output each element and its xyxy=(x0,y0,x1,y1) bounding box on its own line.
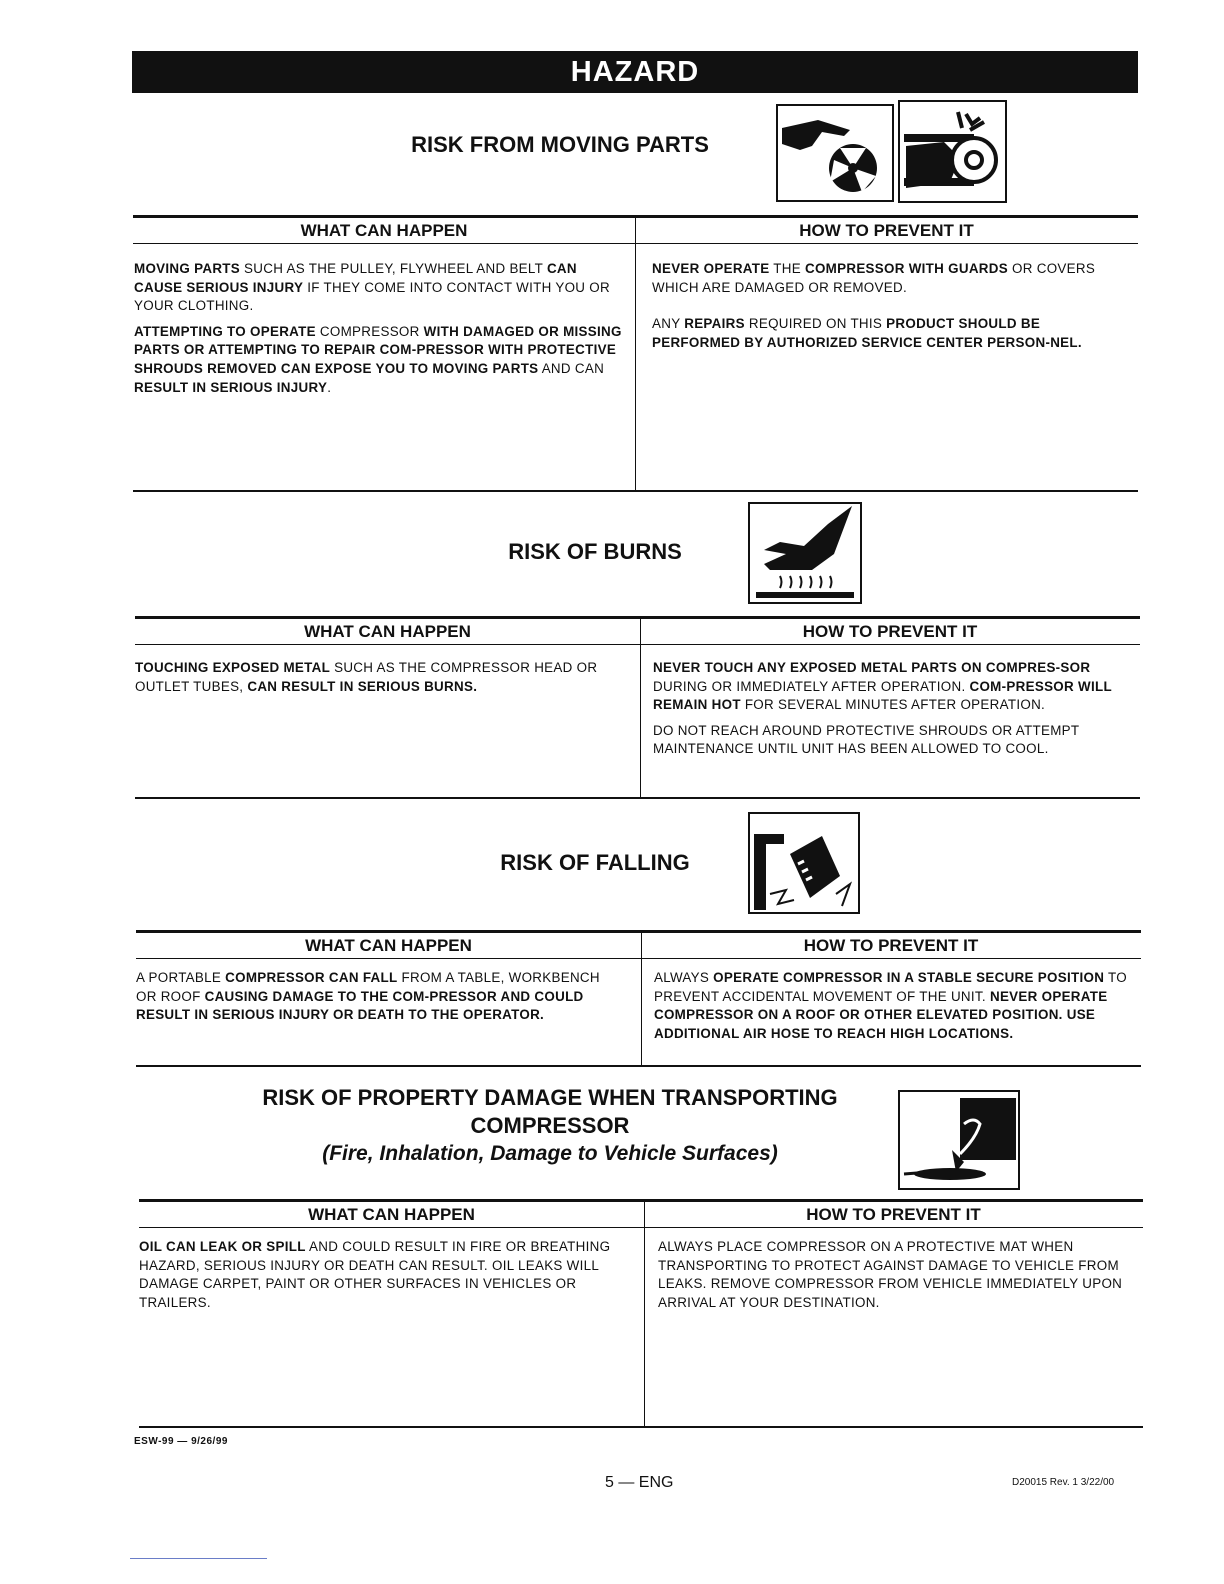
bold-text-run: COM-PRESSOR WILL REMAIN HOT xyxy=(653,678,1112,713)
risk-table-falling xyxy=(136,930,1141,1067)
hand-fan-icon xyxy=(776,104,894,202)
page-number: 5 — ENG xyxy=(605,1474,674,1491)
section-title-falling: RISK OF FALLING xyxy=(500,850,690,875)
text-run: OR COVERS WHICH ARE DAMAGED OR REMOVED. xyxy=(652,261,1096,295)
bold-text-run: REPAIRS xyxy=(684,316,745,332)
what-can-happen-header: WHAT CAN HAPPEN xyxy=(133,218,635,244)
text-run: COMPRESSOR xyxy=(315,323,424,339)
bold-text-run: NEVER TOUCH ANY EXPOSED METAL PARTS ON COMPRES-SOR xyxy=(653,660,1091,675)
risk-table-property-damage xyxy=(139,1199,1143,1428)
paragraph xyxy=(139,1238,619,1312)
text-run: A PORTABLE xyxy=(136,970,226,985)
paragraph xyxy=(135,659,625,696)
text-run: SUCH AS THE COMPRESSOR HEAD OR OUTLET TUBES, xyxy=(135,660,598,694)
text-run: FROM A TABLE, WORKBENCH OR ROOF xyxy=(136,970,600,1004)
what-can-happen-text xyxy=(135,659,625,703)
oil-spill-icon xyxy=(898,1090,1020,1190)
text-run: IF THEY COME INTO CONTACT WITH YOU OR YOUR CLOTHING. xyxy=(134,279,610,314)
bold-text-run: MOVING PARTS xyxy=(134,261,241,276)
section-subtitle: (Fire, Inhalation, Damage to Vehicle Surfaces) xyxy=(322,1142,778,1165)
text-run: DURING OR IMMEDIATELY AFTER OPERATION. xyxy=(653,678,970,694)
paragraph xyxy=(653,722,1139,759)
bold-text-run: CAN RESULT IN SERIOUS BURNS. xyxy=(247,678,478,694)
bold-text-run: TOUCHING EXPOSED METAL xyxy=(135,660,331,675)
bold-text-run: COMPRESSOR WITH GUARDS xyxy=(804,261,1008,276)
text-run: AND CAN xyxy=(538,360,605,376)
text-run: ALWAYS xyxy=(654,970,714,985)
section-title-moving-parts: RISK FROM MOVING PARTS xyxy=(411,132,709,157)
text-run: . xyxy=(327,379,332,395)
falling-compressor-icon xyxy=(748,812,860,914)
text-run: THE xyxy=(769,261,805,276)
risk-table-moving-parts xyxy=(133,215,1138,492)
text-run: FOR SEVERAL MINUTES AFTER OPERATION. xyxy=(740,697,1046,713)
how-to-prevent-text xyxy=(653,659,1139,766)
what-can-happen-text xyxy=(139,1238,619,1319)
hot-surface-hand-icon xyxy=(748,502,862,604)
text-run: REQUIRED ON THIS xyxy=(744,316,887,332)
paragraph xyxy=(134,260,624,316)
text-run: AND COULD RESULT IN FIRE OR BREATHING HAZARD, SERIOUS INJURY OR DEATH CAN RESULT. OIL LEAKS WILL DAMAGE CARPET, PAINT OR OTHER SURFACES IN VEHICLES OR TRAILERS. xyxy=(139,1239,611,1310)
section-title-property-damage: RISK OF PROPERTY DAMAGE WHEN TRANSPORTING COMPRESSOR (Fire, Inhalation, Damage to Vehicle Surfaces) xyxy=(220,1084,880,1168)
bold-text-run: ATTEMPTING TO OPERATE xyxy=(134,323,316,339)
document-code: ESW-99 — 9/26/99 xyxy=(134,1436,228,1447)
how-to-prevent-header: HOW TO PREVENT IT xyxy=(641,933,1141,959)
section-title-burns: RISK OF BURNS xyxy=(508,539,682,564)
bold-text-run: CAN CAUSE SERIOUS INJURY xyxy=(134,261,577,295)
bold-text-run: CAUSING DAMAGE TO THE COM-PRESSOR AND COULD RESULT IN SERIOUS INJURY OR DEATH TO THE OPERATOR. xyxy=(136,988,584,1023)
paragraph xyxy=(136,969,616,1025)
bold-text-run: WITH DAMAGED OR MISSING PARTS OR ATTEMPTING TO REPAIR COM-PRESSOR WITH PROTECTIVE SHROUDS REMOVED CAN EXPOSE YOU TO MOVING PARTS xyxy=(134,323,622,376)
how-to-prevent-text xyxy=(652,260,1132,359)
hazard-banner: HAZARD xyxy=(132,51,1138,93)
link-underline xyxy=(130,1558,267,1559)
risk-table-burns xyxy=(135,616,1140,799)
text-run: TO PREVENT ACCIDENTAL MOVEMENT OF THE UNIT. xyxy=(654,970,1127,1004)
bold-text-run: RESULT IN SERIOUS INJURY xyxy=(134,379,328,395)
text-run: SUCH AS THE PULLEY, FLYWHEEL AND BELT xyxy=(240,261,547,276)
bold-text-run: COMPRESSOR CAN FALL xyxy=(225,970,398,985)
text-run: ALWAYS PLACE COMPRESSOR ON A PROTECTIVE MAT WHEN TRANSPORTING TO PROTECT AGAINST DAMAGE TO VEHICLE FROM LEAKS. REMOVE COMPRESSOR FROM VEHICLE IMMEDIATELY UPON ARRIVAL AT YOUR DESTINATION. xyxy=(658,1239,1123,1310)
what-can-happen-header: WHAT CAN HAPPEN xyxy=(139,1202,644,1228)
bold-text-run: OIL CAN LEAK OR SPILL xyxy=(139,1239,306,1254)
paragraph xyxy=(652,315,1132,352)
how-to-prevent-header: HOW TO PREVENT IT xyxy=(635,218,1138,244)
paragraph xyxy=(653,659,1139,715)
bold-text-run: NEVER OPERATE xyxy=(652,261,770,276)
paragraph xyxy=(652,260,1132,297)
hand-belt-icon xyxy=(898,100,1007,203)
paragraph xyxy=(658,1238,1136,1312)
what-can-happen-header: WHAT CAN HAPPEN xyxy=(136,933,641,959)
bold-text-run: PRODUCT SHOULD BE PERFORMED BY AUTHORIZED SERVICE CENTER PERSON-NEL. xyxy=(652,316,1082,350)
text-run: DO NOT REACH AROUND PROTECTIVE SHROUDS OR ATTEMPT MAINTENANCE UNTIL UNIT HAS BEEN ALLOWED TO COOL. xyxy=(653,722,1080,757)
what-can-happen-text xyxy=(134,260,624,404)
what-can-happen-header: WHAT CAN HAPPEN xyxy=(135,619,640,645)
how-to-prevent-text xyxy=(654,969,1134,1050)
bold-text-run: NEVER OPERATE COMPRESSOR ON A ROOF OR OTHER ELEVATED POSITION. USE ADDITIONAL AIR HOSE TO REACH HIGH LOCATIONS. xyxy=(654,988,1108,1041)
how-to-prevent-header: HOW TO PREVENT IT xyxy=(640,619,1140,645)
text-run: ANY xyxy=(652,316,685,332)
paragraph xyxy=(654,969,1134,1043)
paragraph xyxy=(134,323,624,397)
what-can-happen-text xyxy=(136,969,616,1032)
how-to-prevent-header: HOW TO PREVENT IT xyxy=(644,1202,1143,1228)
bold-text-run: OPERATE COMPRESSOR IN A STABLE SECURE POSITION xyxy=(713,970,1105,985)
how-to-prevent-text xyxy=(658,1238,1136,1319)
revision-code: D20015 Rev. 1 3/22/00 xyxy=(1012,1477,1115,1488)
